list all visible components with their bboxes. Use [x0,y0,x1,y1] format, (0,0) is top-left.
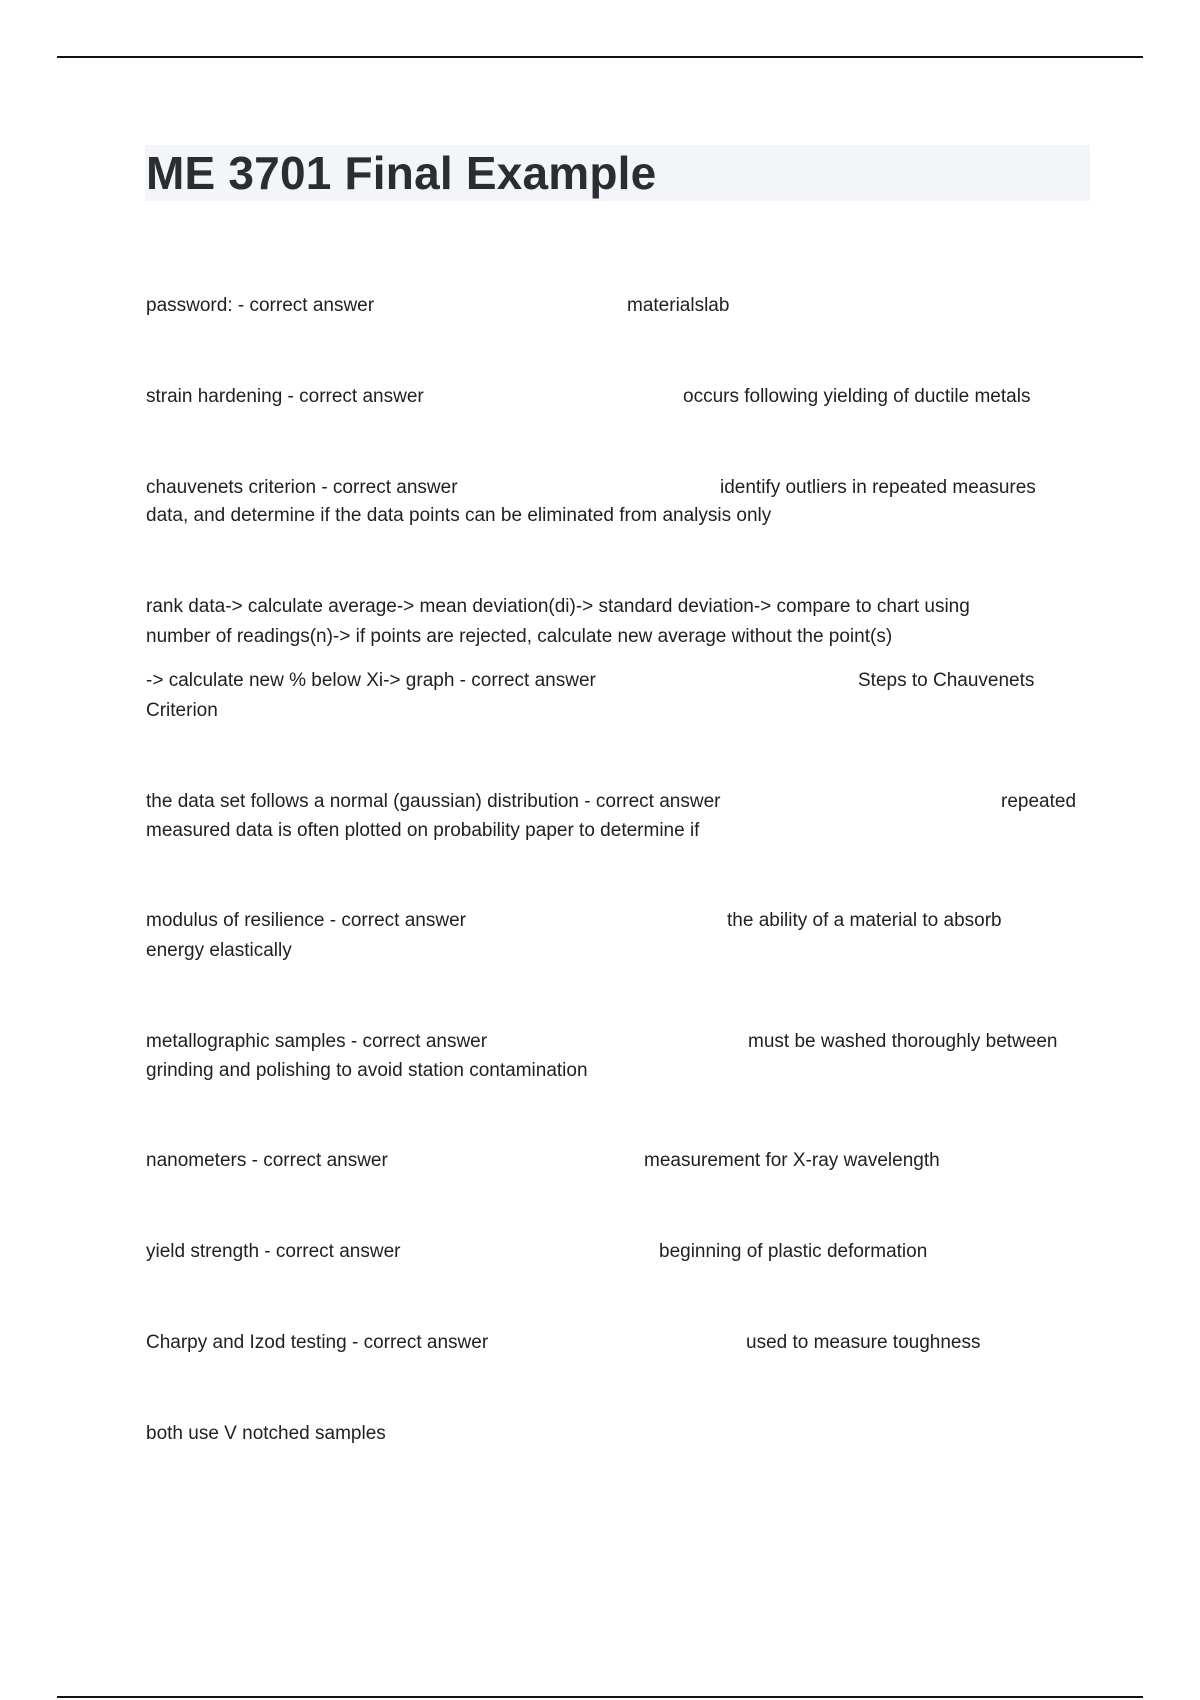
entry-term: metallographic samples - correct answer [146,1031,488,1052]
entry-term: password: - correct answer [146,295,375,316]
entry-definition: the ability of a material to absorb [727,910,1002,931]
entry-term: nanometers - correct answer [146,1150,388,1171]
footer-rule [57,1696,1143,1698]
entry-term: Charpy and Izod testing - correct answer [146,1332,489,1353]
entry-definition: identify outliers in repeated measures [720,477,1036,498]
entry-definition: measurement for X-ray wavelength [644,1150,940,1171]
entry-definition-continued: both use V notched samples [146,1423,386,1444]
entry-definition: Steps to Chauvenets [858,670,1035,691]
entry-definition: used to measure toughness [746,1332,981,1353]
entry-definition: must be washed thoroughly between [748,1031,1058,1052]
header-rule [57,56,1143,58]
entry-term: chauvenets criterion - correct answer [146,477,458,498]
entry-definition: occurs following yielding of ductile metals [683,386,1031,407]
entry-term-continued: -> calculate new % below Xi-> graph - correct answer [146,670,596,691]
entry-definition-continued: data, and determine if the data points can be eliminated from analysis only [146,505,772,526]
entry-term: the data set follows a normal (gaussian) distribution - correct answer [146,791,721,812]
entry-term: modulus of resilience - correct answer [146,910,466,931]
entry-definition: materialslab [627,295,730,316]
entry-definition-continued: Criterion [146,700,218,721]
entry-definition: repeated [1001,791,1077,812]
entry-term-continued: number of readings(n)-> if points are rejected, calculate new average without the point(s) [146,626,893,647]
entry-definition-continued: energy elastically [146,940,292,961]
entry-term: strain hardening - correct answer [146,386,424,407]
entry-definition-continued: grinding and polishing to avoid station contamination [146,1060,588,1081]
entry-definition: beginning of plastic deformation [659,1241,928,1262]
entry-term: rank data-> calculate average-> mean deviation(di)-> standard deviation-> compare to chart using [146,596,970,617]
entry-definition-continued: measured data is often plotted on probability paper to determine if [146,820,700,841]
document-title: ME 3701 Final Example [146,147,657,199]
entry-term: yield strength - correct answer [146,1241,401,1262]
